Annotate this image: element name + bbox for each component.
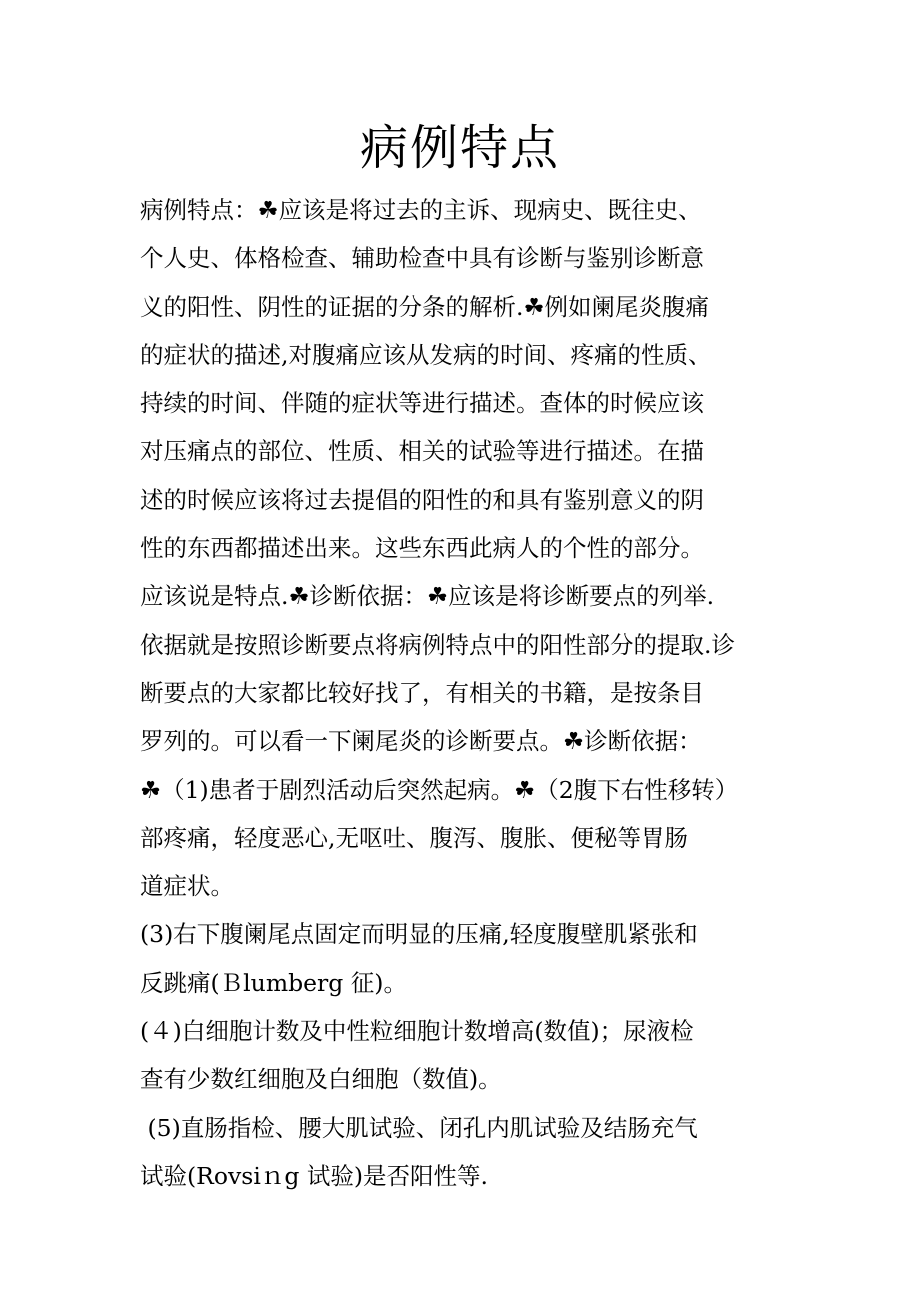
text-line: 查有少数红细胞及白细胞（数值)。 xyxy=(140,1065,502,1094)
text-line: 罗列的。可以看一下阑尾炎的诊断要点。☘诊断依据： xyxy=(140,727,702,756)
text-line: 个人史、体格检查、辅助检查中具有诊断与鉴别诊断意 xyxy=(140,244,704,273)
text-line: 义的阳性、阴性的证据的分条的解析.☘例如阑尾炎腹痛 xyxy=(140,292,710,321)
text-line: 病例特点：☘应该是将过去的主诉、现病史、既往史、 xyxy=(140,196,702,224)
text-line: 依据就是按照诊断要点将病例特点中的阳性部分的提取.诊 xyxy=(140,630,735,659)
document-body xyxy=(140,186,840,1200)
document-title: 病例特点 xyxy=(359,120,560,176)
text-line: 试验(Rovsiｎg 试验)是否阳性等. xyxy=(140,1161,489,1190)
text-line: ☘（1)患者于剧烈活动后突然起病。☘（2腹下右性移转） xyxy=(140,775,739,804)
text-line: (3)右下腹阑尾点固定而明显的压痛,轻度腹壁肌紧张和 xyxy=(140,920,698,949)
text-line: 应该说是特点.☘诊断依据：☘应该是将诊断要点的列举. xyxy=(140,582,715,611)
text-line: 部疼痛，轻度恶心,无呕吐、腹泻、腹胀、便秘等胃肠 xyxy=(140,823,688,852)
text-line: (5)直肠指检、腰大肌试验、闭孔内肌试验及结肠充气 xyxy=(140,1113,698,1142)
text-line: 对压痛点的部位、性质、相关的试验等进行描述。在描 xyxy=(140,437,704,466)
text-line: 的症状的描述,对腹痛应该从发病的时间、疼痛的性质、 xyxy=(140,340,712,369)
text-line: 反跳痛(Ｂlumberg 征)。 xyxy=(140,968,407,997)
text-line: 持续的时间、伴随的症状等进行描述。查体的时候应该 xyxy=(140,389,704,418)
text-line: 性的东西都描述出来。这些东西此病人的个性的部分。 xyxy=(140,534,704,563)
text-line: (４)白细胞计数及中性粒细胞计数增高(数值)；尿液检 xyxy=(140,1017,694,1046)
text-line: 述的时候应该将过去提倡的阳性的和具有鉴别意义的阴 xyxy=(140,485,704,514)
text-line: 道症状。 xyxy=(140,872,234,901)
text-line: 断要点的大家都比较好找了，有相关的书籍，是按条目 xyxy=(140,678,704,707)
